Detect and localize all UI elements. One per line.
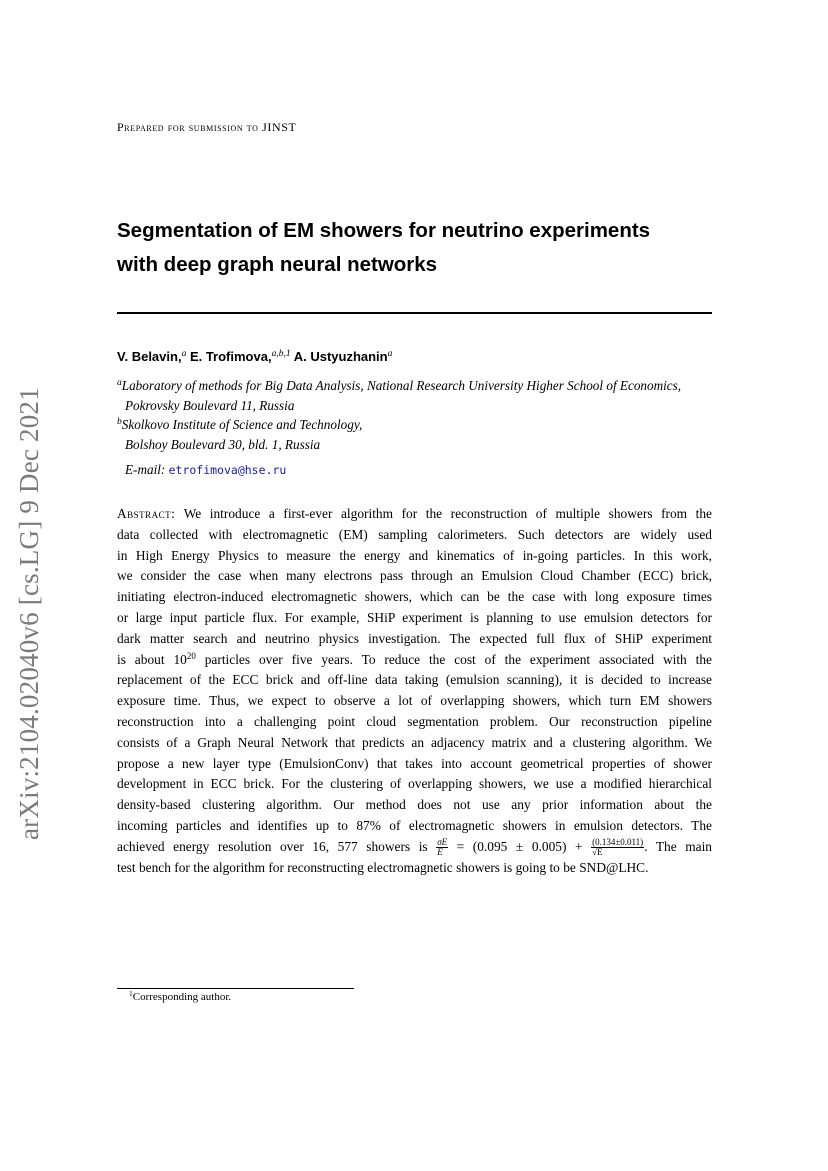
arxiv-identifier-text: arXiv:2104.02040v6 [cs.LG] 9 Dec 2021 (14, 387, 44, 840)
abstract (117, 504, 712, 878)
paper-title (117, 214, 717, 282)
abstract-line: we consider the case when many electrons pass through an Emulsion Cloud Chamber (ECC) brick, (117, 568, 712, 584)
fraction-sigma-over-e: $\frac{\sigma E}{E}$ (437, 837, 448, 858)
fraction-stochastic-term: $\frac{(0.134\pm 0.011)}{√E}$ (592, 837, 644, 858)
abstract-label: Abstract: (117, 506, 176, 521)
footnote-text: Corresponding author. (132, 991, 232, 1003)
abstract-line-formula: achieved energy resolution over 16, 577 showers is $\frac{\sigma E}{E}$ = (0.095 ± 0.005) + $\frac{(0.134\pm 0.011)}{√E}$ . The main (117, 837, 712, 858)
title-line-1: Segmentation of EM showers for neutrino experiments (117, 219, 651, 242)
abstract-line: consists of a Graph Neural Network that predicts an adjacency matrix and a clustering algorithm. We (117, 734, 712, 750)
footnote-mark: 1 (129, 989, 133, 998)
abstract-line: test bench for the algorithm for reconstructing electromagnetic showers is going to be SND@LHC. (117, 859, 649, 875)
footnote (129, 991, 231, 1003)
abstract-line: initiating electron-induced electromagnetic showers, which can be the case with long exposure times (117, 589, 712, 605)
abstract-line: incoming particles and identifies up to 87% of electromagnetic showers in emulsion detectors. The (117, 817, 712, 833)
affiliation-a-line-1: Laboratory of methods for Big Data Analysis, National Research University Higher School of Economics, (121, 378, 682, 393)
affiliation-b-mark: b (117, 417, 122, 427)
abstract-line: Abstract: We introduce a first-ever algorithm for the reconstruction of multiple showers from the (117, 506, 712, 521)
submission-note: Prepared for submission to JINST (117, 120, 297, 134)
author-list (117, 349, 392, 364)
affiliation-b-line-2: Bolshoy Boulevard 30, bld. 1, Russia (125, 436, 321, 452)
abstract-line: exposure time. Thus, we expect to observe a lot of overlapping showers, which turn EM showers (117, 693, 712, 709)
abstract-line: dark matter search and neutrino physics investigation. The expected full flux of SHiP experiment (117, 630, 712, 646)
abstract-line: development in ECC brick. For the clustering of overlapping showers, we use a modified hierarchical (117, 776, 712, 792)
abstract-line: is about $10^{20}$ particles over five years. To reduce the cost of the experiment associated with the (117, 650, 712, 667)
author-trofimova: E. Trofimova, (189, 349, 272, 364)
abstract-line: in High Energy Physics to measure the energy and kinematics of in-going particles. In this work, (117, 547, 712, 563)
title-rule (117, 312, 712, 314)
email-address-link[interactable]: etrofimova@hse.ru (168, 463, 287, 477)
abstract-line: data collected with electromagnetic (EM) sampling calorimeters. Such detectors are widely used (117, 526, 712, 542)
abstract-line: replacement of the ECC brick and off-line data taking (emulsion scanning), it is decided to increase (117, 672, 712, 688)
author-trofimova-affil: a,b,1 (271, 349, 291, 359)
author-belavin-affil: a (181, 349, 187, 359)
abstract-line: or large input particle flux. For example, SHiP experiment is planning to use emulsion detectors for (117, 609, 712, 625)
abstract-line: reconstruction into a challenging point cloud segmentation problem. Our reconstruction pipeline (117, 713, 712, 729)
email-label: E-mail: (125, 462, 166, 477)
affiliation-a-mark: a (117, 378, 122, 388)
abstract-line: density-based clustering algorithm. Our method does not use any prior information about the (117, 797, 712, 813)
author-belavin: V. Belavin, (117, 349, 182, 364)
affiliation-a-line-2: Pokrovsky Boulevard 11, Russia (125, 397, 295, 413)
affiliation-b (117, 415, 717, 454)
contact-email (125, 462, 286, 478)
author-ustyuzhanin-affil: a (387, 349, 393, 359)
title-line-2: with deep graph neural networks (117, 253, 438, 276)
affiliation-a (117, 376, 717, 415)
affiliation-b-line-1: Skolkovo Institute of Science and Technology, (121, 417, 363, 432)
abstract-line: propose a new layer type (EmulsionConv) that takes into account geometrical properties of shower (117, 755, 712, 771)
footnote-rule (117, 988, 354, 989)
exponent: 20 (186, 650, 196, 661)
author-ustyuzhanin: A. Ustyuzhanin (293, 349, 388, 364)
